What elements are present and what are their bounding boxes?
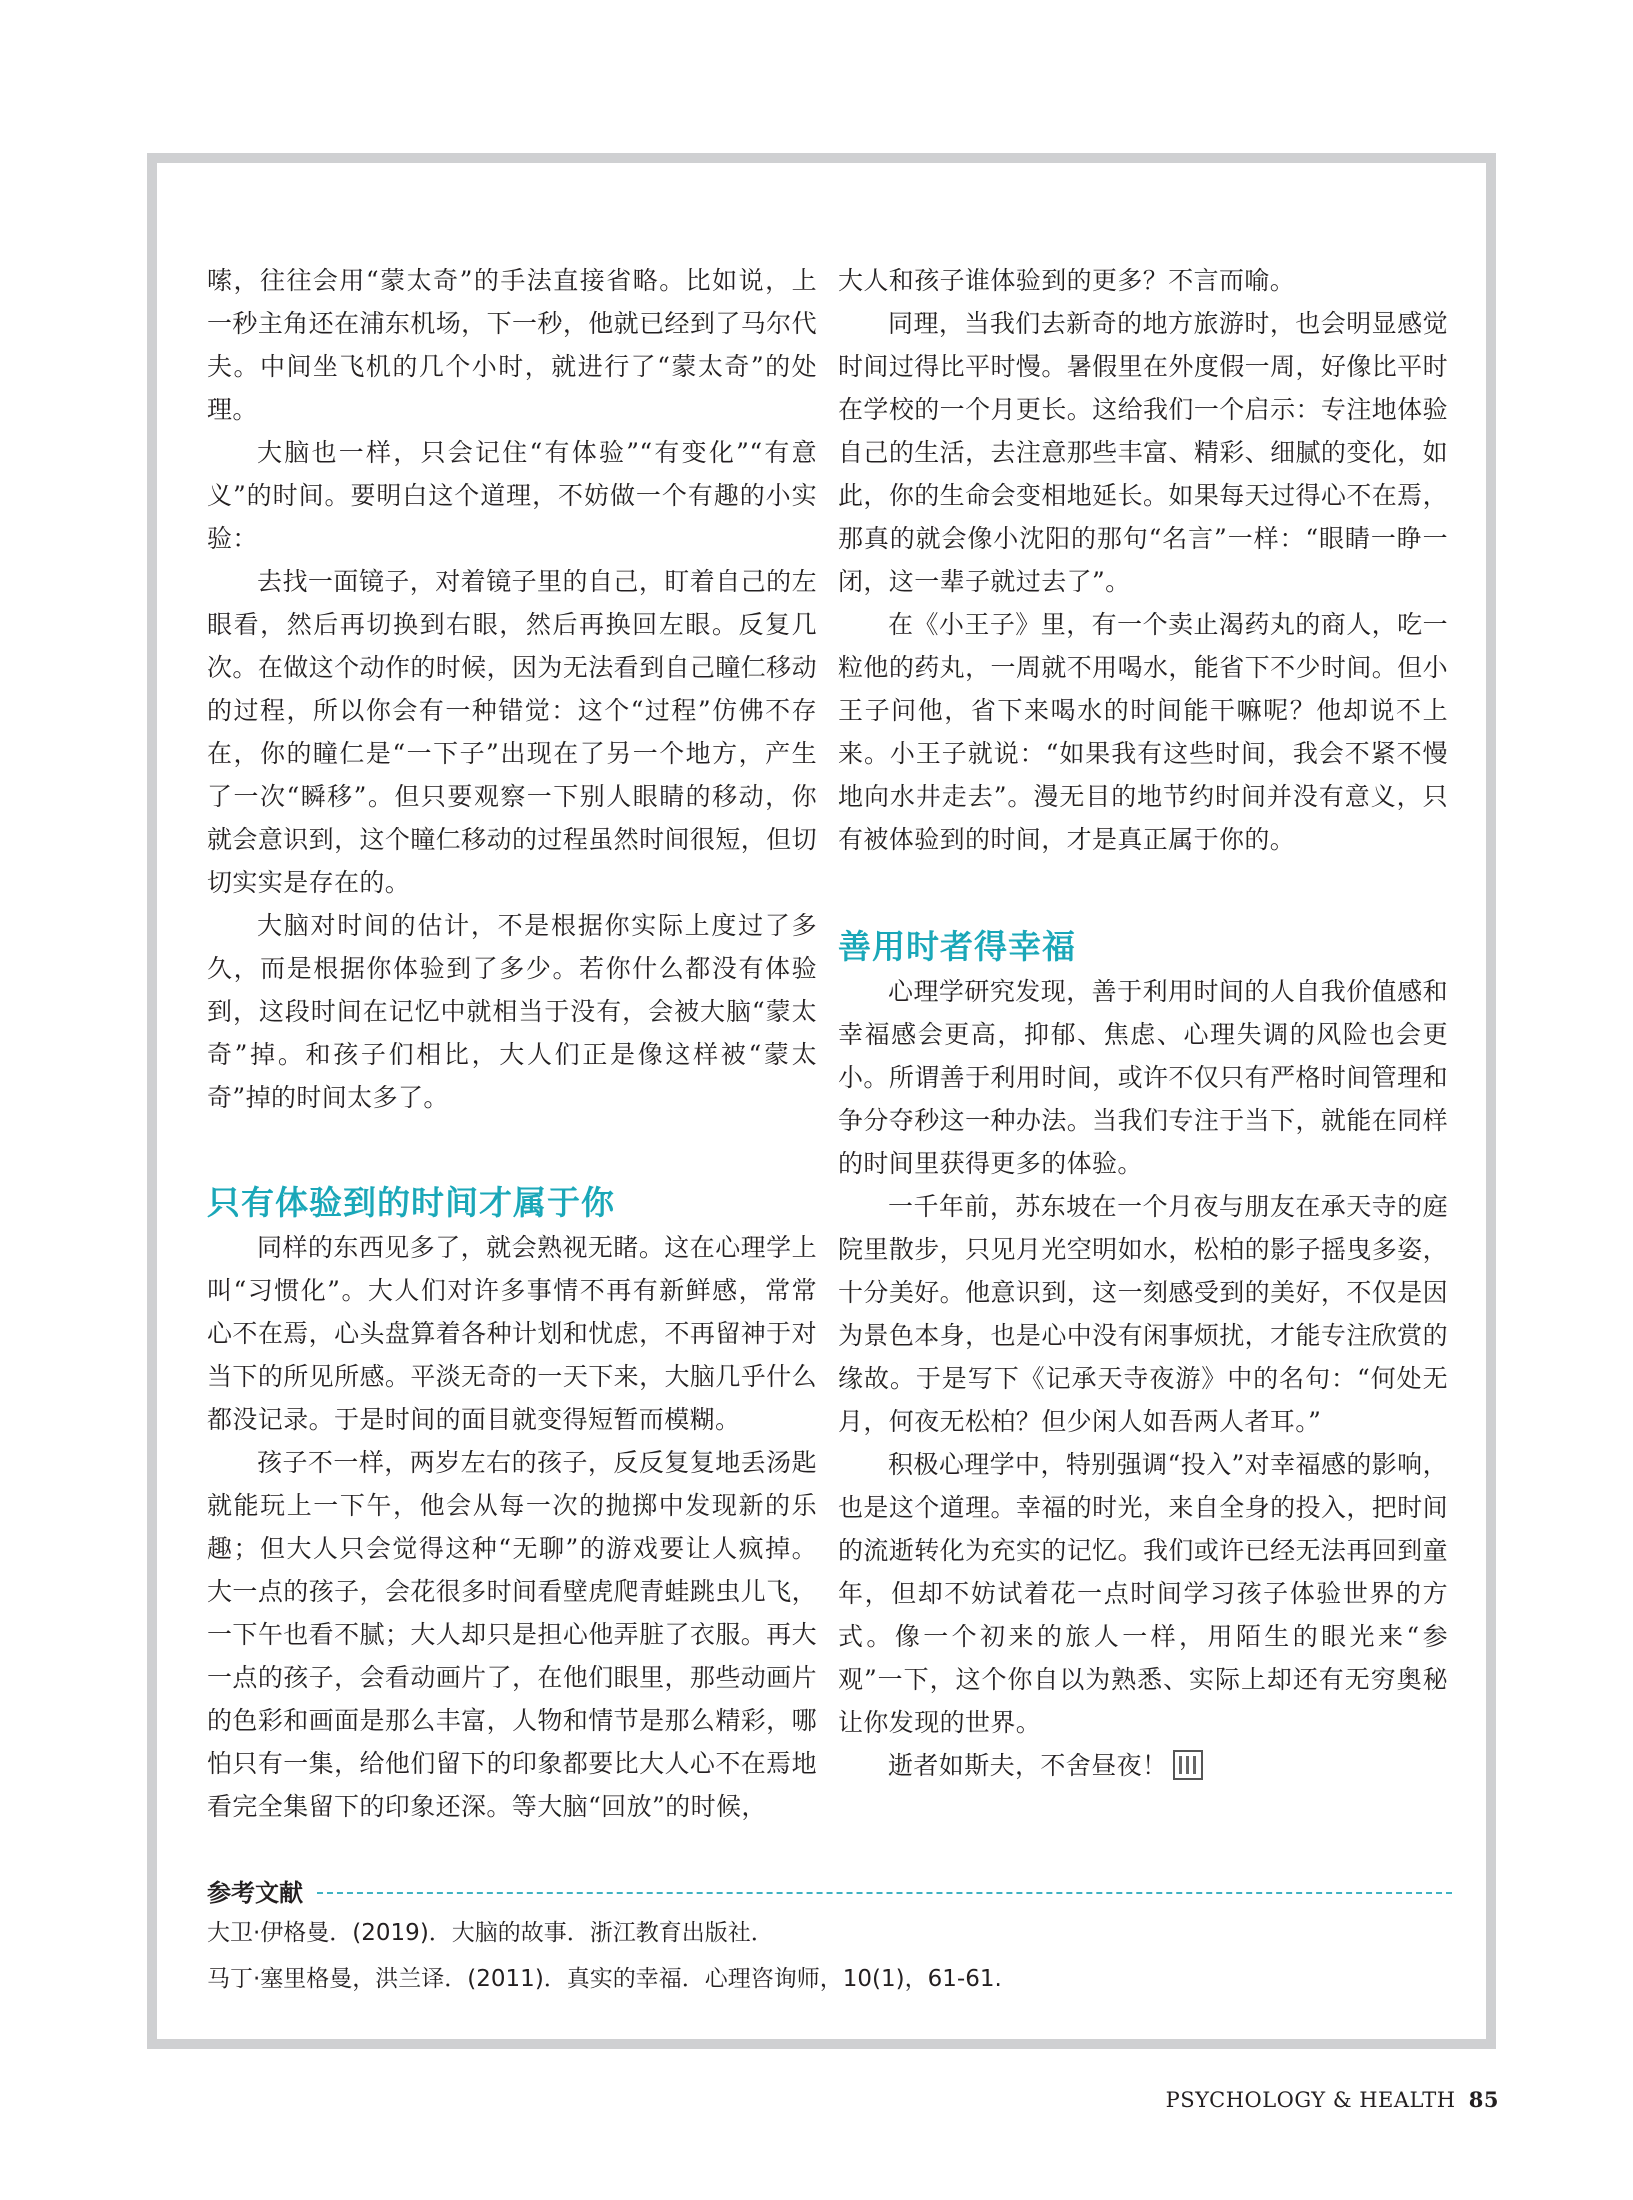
journal-name: PSYCHOLOGY & HEALTH [1165, 2088, 1456, 2112]
page-footer [1166, 2087, 1499, 2112]
section-heading: 善用时者得幸福 [838, 927, 1076, 966]
paragraph: 同样的东西见多了，就会熟视无睹。这在心理学上叫“习惯化”。大人们对许多事情不再有新鲜感，常常心不在焉，心头盘算着各种计划和忧虑，不再留神于对当下的所见所感。平淡无奇的一天下来，大脑几乎什么都没记录。于是时间的面目就变得短暂而模糊。 [207, 1233, 817, 1434]
references-header [207, 1870, 1452, 1910]
paragraph: 在《小王子》里，有一个卖止渴药丸的商人，吃一粒他的药丸，一周就不用喝水，能省下不少时间。但小王子问他，省下来喝水的时间能干嘛呢？他却说不上来。小王子就说：“如果我有这些时间，我会不紧不慢地向水井走去”。漫无目的地节约时间并没有意义，只有被体验到的时间，才是真正属于你的。 [838, 610, 1448, 854]
paragraph: 大脑也一样，只会记住“有体验”“有变化”“有意义”的时间。要明白这个道理，不妨做一个有趣的小实验： [207, 438, 817, 553]
paragraph: 大人和孩子谁体验到的更多？不言而喻。 [838, 266, 1296, 295]
paragraph: 去找一面镜子，对着镜子里的自己，盯着自己的左眼看，然后再切换到右眼，然后再换回左眼。反复几次。在做这个动作的时候，因为无法看到自己瞳仁移动的过程，所以你会有一种错觉：这个“过程”仿佛不存在，你的瞳仁是“一下子”出现在了另一个地方，产生了一次“瞬移”。但只要观察一下别人眼睛的移动，你就会意识到，这个瞳仁移动的过程虽然时间很短，但切切实实是存在的。 [207, 567, 817, 897]
paragraph: 嗦，往往会用“蒙太奇”的手法直接省略。比如说，上一秒主角还在浦东机场，下一秒，他就已经到了马尔代夫。中间坐飞机的几个小时，就进行了“蒙太奇”的处理。 [207, 266, 817, 424]
paragraph: 同理，当我们去新奇的地方旅游时，也会明显感觉时间过得比平时慢。暑假里在外度假一周，好像比平时在学校的一个月更长。这给我们一个启示：专注地体验自己的生活，去注意那些丰富、精彩、细腻的变化，如此，你的生命会变相地延长。如果每天过得心不在焉，那真的就会像小沈阳的那句“名言”一样：“眼睛一睁一闭，这一辈子就过去了”。 [838, 309, 1448, 596]
paragraph: 积极心理学中，特别强调“投入”对幸福感的影响，也是这个道理。幸福的时光，来自全身的投入，把时间的流逝转化为充实的记忆。我们或许已经无法再回到童年，但却不妨试着花一点时间学习孩子体验世界的方式。像一个初来的旅人一样，用陌生的眼光来“参观”一下，这个你自以为熟悉、实际上却还有无穷奥秘让你发现的世界。 [838, 1450, 1448, 1737]
paragraph: 大脑对时间的估计，不是根据你实际上度过了多久，而是根据你体验到了多少。若你什么都没有体验到，这段时间在记忆中就相当于没有，会被大脑“蒙太奇”掉。和孩子们相比，大人们正是像这样被“蒙太奇”掉的时间太多了。 [207, 911, 817, 1112]
section-heading: 只有体验到的时间才属于你 [207, 1183, 615, 1222]
dashed-divider [317, 1892, 1452, 1894]
references-title: 参考文献 [207, 1878, 303, 1907]
references-section [207, 1870, 1452, 2002]
article-frame [147, 153, 1496, 2049]
right-column [838, 259, 1448, 1787]
reference-item: 大卫·伊格曼．(2019)．大脑的故事．浙江教育出版社． [207, 1920, 774, 1946]
end-mark-icon [1173, 1750, 1203, 1780]
closing-paragraph [838, 1744, 1448, 1787]
paragraph: 心理学研究发现，善于利用时间的人自我价值感和幸福感会更高，抑郁、焦虑、心理失调的风险也会更小。所谓善于利用时间，或许不仅只有严格时间管理和争分夺秒这一种办法。当我们专注于当下，就能在同样的时间里获得更多的体验。 [838, 977, 1448, 1178]
paragraph: 孩子不一样，两岁左右的孩子，反反复复地丢汤匙就能玩上一下午，他会从每一次的抛掷中发现新的乐趣；但大人只会觉得这种“无聊”的游戏要让人疯掉。大一点的孩子，会花很多时间看壁虎爬青蛙跳虫儿飞，一下午也看不腻；大人却只是担心他弄脏了衣服。再大一点的孩子，会看动画片了，在他们眼里，那些动画片的色彩和画面是那么丰富，人物和情节是那么精彩，哪怕只有一集，给他们留下的印象都要比大人心不在焉地看完全集留下的印象还深。等大脑“回放”的时候， [207, 1448, 817, 1821]
reference-item: 马丁·塞里格曼，洪兰译．(2011)．真实的幸福．心理咨询师，10(1)，61-61. [207, 1966, 1002, 1992]
left-column [207, 259, 817, 1828]
page-number: 85 [1468, 2087, 1499, 2112]
paragraph: 一千年前，苏东坡在一个月夜与朋友在承天寺的庭院里散步，只见月光空明如水，松柏的影子摇曳多姿，十分美好。他意识到，这一刻感受到的美好，不仅是因为景色本身，也是心中没有闲事烦扰，才能专注欣赏的缘故。于是写下《记承天寺夜游》中的名句：“何处无月，何夜无松柏？但少闲人如吾两人者耳。” [838, 1192, 1448, 1436]
closing-text: 逝者如斯夫，不舍昼夜！ [888, 1751, 1168, 1780]
